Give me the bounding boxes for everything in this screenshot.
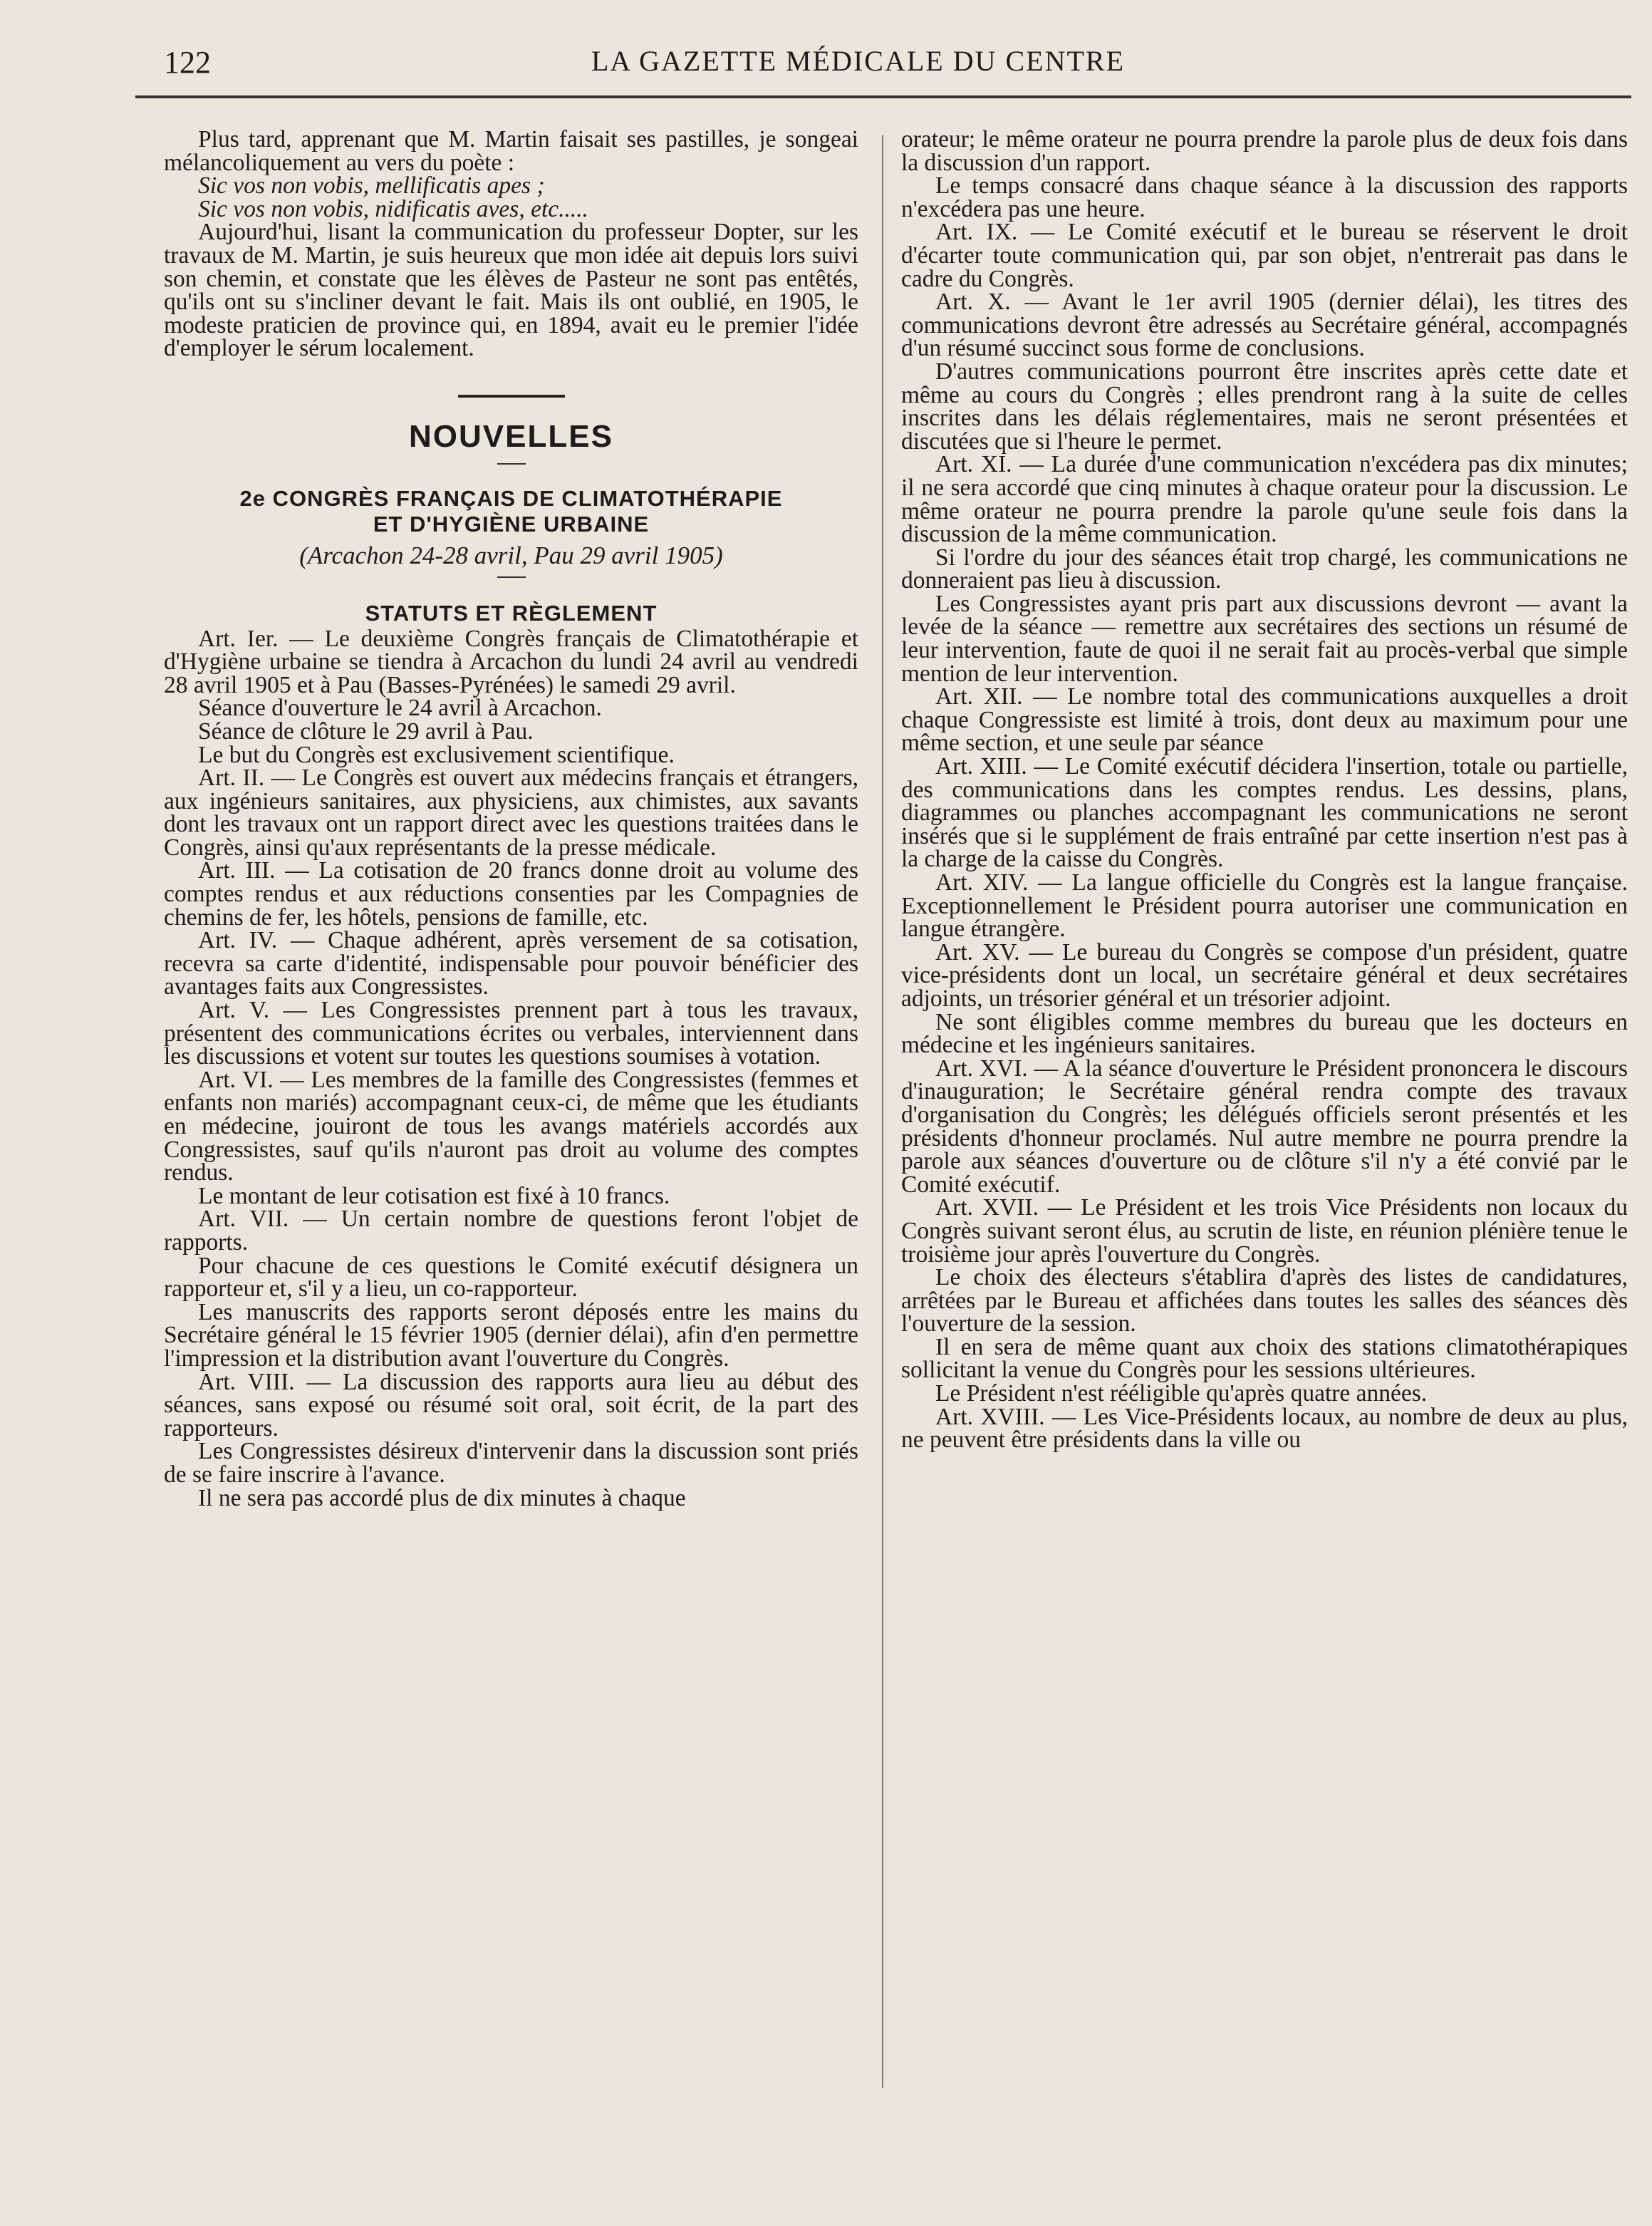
congress-place: (Arcachon 24-28 avril, Pau 29 avril 1905) [299,541,723,569]
article-paragraph: Les Congressistes ayant pris part aux discussions devront — avant la levée de la séance — remettre aux secrétaires des sections un résumé de leur intervention, faute de quoi il ne serait fait au procès-verbal que simple mention de leur intervention. [901,590,1628,687]
intro-paragraph: Plus tard, apprenant que M. Martin faisait ses pastilles, je songeai mélancoliquement au vers du poète : [164,126,858,176]
article-paragraph: Art. XII. — Le nombre total des communications auxquelles a droit chaque Congressiste est limité à trois, dont deux au maximum pour une même section, et une seule par séance [901,683,1628,757]
article-paragraph: orateur; le même orateur ne pourra prendre la parole plus de deux fois dans la discussion d'un rapport. [901,126,1628,176]
article-paragraph: Le choix des électeurs s'établira d'après des listes de candidatures, arrêtées par le Bureau et affichées dans toutes les salles des séances dès l'ouverture de la session. [901,1264,1628,1337]
article-paragraph: Les Congressistes désireux d'intervenir dans la discussion sont priés de se faire inscrire à l'avance. [164,1438,858,1488]
article-paragraph: Il en sera de même quant aux choix des stations climatothérapiques sollicitant la venue du Congrès pour les sessions ultérieures. [901,1333,1628,1384]
article-paragraph: Art. XIV. — La langue officielle du Congrès est la langue française. Exceptionnellement le Président pourra autoriser une communication en langue étrangère. [901,869,1628,943]
intro-paragraph: Aujourd'hui, lisant la communication du professeur Dopter, sur les travaux de M. Martin, je suis heureux que mon idée ait depuis lors suivi son chemin, et constate que les élèves de Pasteur ne sont pas entêtés, qu'ils ont su s'incliner devant le fait. Mais ils ont oublié, en 1905, le modeste praticien de province qui, en 1894, avait eu le premier l'idée d'employer le sérum localement. [164,219,858,362]
running-title: LA GAZETTE MÉDICALE DU CENTRE [591,45,1126,77]
article-paragraph: Art. XVI. — A la séance d'ouverture le Président prononcera le discours d'inauguration; le Secrétaire général rendra compte des travaux d'organisation du Congrès; les délégués officiels seront présentés et les présidents d'honneur proclamés. Nul autre membre ne pourra prendre la parole aux séances d'ouverture ou de clôture s'il n'y a été convié par le Comité exécutif. [901,1055,1628,1198]
article-paragraph: Il ne sera pas accordé plus de dix minutes à chaque [198,1484,686,1511]
article-paragraph: Les manuscrits des rapports seront déposés entre les mains du Secrétaire général le 15 février 1905 (dernier délai), afin d'en permettre l'impression et la distribution avant l'ouverture du Congrès. [164,1298,858,1372]
congress-title: ET D'HYGIÈNE URBAINE [373,511,650,537]
article-paragraph: Art. IX. — Le Comité exécutif et le bureau se réservent le droit d'écarter toute communication qui, par son objet, n'entrerait pas dans le cadre du Congrès. [901,219,1628,292]
section-divider [458,395,565,398]
article-paragraph: Art. XI. — La durée d'une communication n'excédera pas dix minutes; il ne sera accordé que cinq minutes à chaque orateur pour la discussion. Le même orateur ne pourra prendre la parole qu'une seule fois dans la discussion de la même communication. [901,451,1628,548]
article-paragraph: Le temps consacré dans chaque séance à la discussion des rapports n'excédera pas une heure. [901,172,1628,222]
article-paragraph: Art. XIII. — Le Comité exécutif décidera l'insertion, totale ou partielle, des communications dans les comptes rendus. Les dessins, plans, diagrammes ou planches accompagnant les communications ne seront insérés que si le supplément de frais entraîné par cette insertion n'est pas à la charge de la caisse du Congrès. [901,753,1628,873]
article-paragraph: Séance de clôture le 29 avril à Pau. [198,718,534,745]
article-paragraph: Art. Ier. — Le deuxième Congrès français de Climatothérapie et d'Hygiène urbaine se tiendra à Arcachon du lundi 24 avril au vendredi 28 avril 1905 et à Pau (Basses-Pyrénées) le samedi 29 avril. [164,625,858,698]
article-paragraph: Art. X. — Avant le 1er avril 1905 (dernier délai), les titres des communications devront être adressés au Secrétaire général, accompagnés d'un résumé succinct sous forme de conclusions. [901,289,1628,362]
page-number: 122 [164,45,211,80]
article-paragraph: Art. VI. — Les membres de la famille des Congressistes (femmes et enfants non mariés) accompagnant ceux-ci, de même que les étudiants en médecine, jouiront de tous les avangs matériels accordés aux Congressistes, sauf qu'ils n'auront pas droit au volume des comptes rendus. [164,1066,858,1186]
column-divider [882,135,883,2088]
article-paragraph: Art. XVIII. — Les Vice-Présidents locaux, au nombre de deux au plus, ne peuvent être présidents dans la ville ou [901,1403,1628,1454]
article-paragraph: D'autres communications pourront être inscrites après cette date et même au cours du Congrès ; elles prendront rang à la suite de celles inscrites dans les délais réglementaires, mais ne seront présentées et discutées que si l'heure le permet. [901,358,1628,455]
article-paragraph: Art. V. — Les Congressistes prennent part à tous les travaux, présentent des communications écrites ou verbales, interviennent dans les discussions et votent sur toutes les questions soumises à votation. [164,997,858,1070]
article-paragraph: Art. VIII. — La discussion des rapports aura lieu au début des séances, sans exposé ou résumé soit oral, soit écrit, de la part des rapporteurs. [164,1368,858,1441]
divider [497,463,526,465]
right-column [901,128,1628,1452]
header-rule [135,95,1631,98]
left-articles [164,625,858,1511]
section-title: NOUVELLES [409,418,613,454]
article-paragraph: Art. III. — La cotisation de 20 francs donne droit au volume des comptes rendus et aux réductions consenties par les Compagnies de chemins de fer, les hôtels, pensions de famille, etc. [164,857,858,931]
article-paragraph: Le but du Congrès est exclusivement scientifique. [198,741,675,768]
article-paragraph: Ne sont éligibles comme membres du bureau que les docteurs en médecine et les ingénieurs sanitaires. [901,1008,1628,1059]
statutes-title: STATUTS ET RÈGLEMENT [365,600,658,626]
left-column [164,128,858,1510]
congress-title: 2e CONGRÈS FRANÇAIS DE CLIMATOTHÉRAPIE [239,485,783,511]
divider [497,576,526,578]
article-paragraph: Art. IV. — Chaque adhérent, après versement de sa cotisation, recevra sa carte d'identité, indispensable pour pouvoir bénéficier des avantages faits aux Congressistes. [164,927,858,1000]
article-paragraph: Si l'ordre du jour des séances était trop chargé, les communications ne donneraient pas lieu à discussion. [901,544,1628,594]
article-paragraph: Art. XV. — Le bureau du Congrès se compose d'un président, quatre vice-présidents dont un local, un secrétaire général et deux secrétaires adjoints, un trésorier général et un trésorier adjoint. [901,938,1628,1012]
running-header [164,44,1624,87]
verse-line: Sic vos non vobis, nidificatis aves, etc..... [198,195,588,222]
article-paragraph: Art. XVII. — Le Président et les trois Vice Présidents non locaux du Congrès suivant seront élus, au scrutin de liste, en réunion plénière tenue le troisième jour après l'ouverture du Congrès. [901,1194,1628,1268]
verse-line: Sic vos non vobis, mellificatis apes ; [198,172,545,200]
article-paragraph: Art. VII. — Un certain nombre de questions feront l'objet de rapports. [164,1206,858,1256]
article-paragraph: Le Président n'est rééligible qu'après quatre années. [935,1380,1428,1407]
article-paragraph: Le montant de leur cotisation est fixé à 10 francs. [198,1182,670,1209]
article-paragraph: Séance d'ouverture le 24 avril à Arcachon. [198,695,602,722]
article-paragraph: Pour chacune de ces questions le Comité exécutif désignera un rapporteur et, s'il y a lieu, un co-rapporteur. [164,1252,858,1303]
right-articles [901,128,1628,1452]
article-paragraph: Art. II. — Le Congrès est ouvert aux médecins français et étrangers, aux ingénieurs sanitaires, aux physiciens, aux chimistes, aux savants dont les travaux ont un rapport direct avec les questions traitées dans le Congrès, ainsi qu'aux représentants de la presse médicale. [164,765,858,861]
